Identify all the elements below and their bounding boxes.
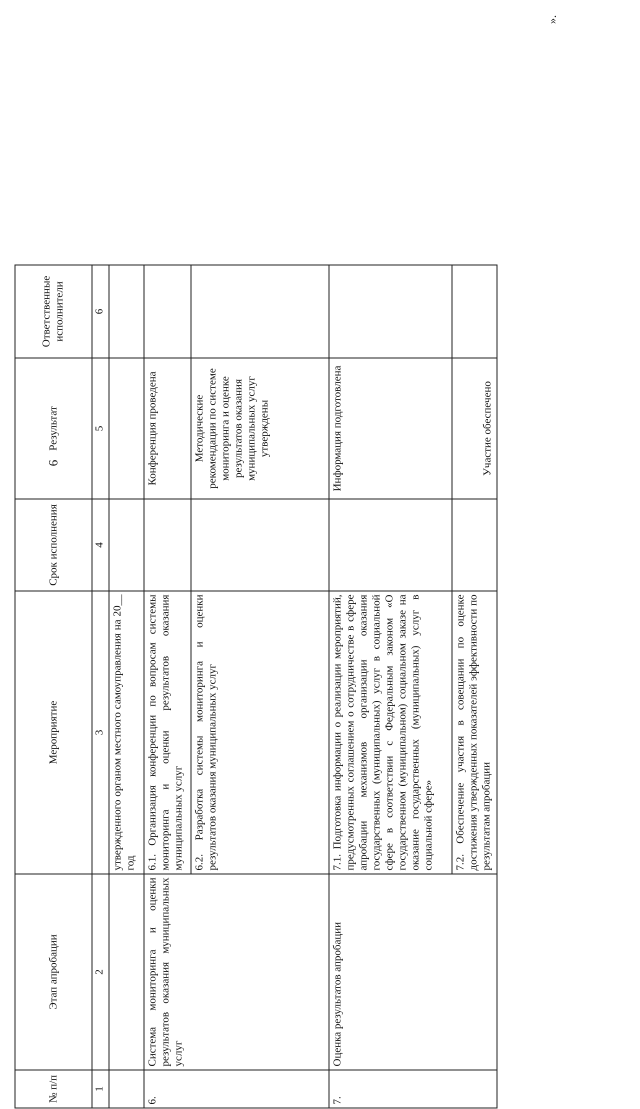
header-action: Мероприятие [15, 591, 92, 874]
column-number-row [92, 265, 109, 1108]
col-number: 3 [92, 591, 109, 874]
result-cell: Участие обеспечено [452, 358, 497, 499]
action-cell: 7.1. Подготовка информации о реализации мероприятий, предусмотренных соглашением о сотрудничестве в сфере апробации механизмов организации оказания государственных (муниципальных) услуг в социальной сфере в соответствии с Федеральным законом «О государственном (муниципальном) социальном заказе на оказание государственных (муниципальных) услуг в социальной сфере» [329, 591, 452, 874]
action-cell: 7.2. Обеспечение участия в совещании по оценке достижения утвержденных показателей эффективности по результатам апробации [452, 591, 497, 874]
action-cell: 6.2. Разработка системы мониторинга и оценки результатов оказания муниципальных услуг [191, 591, 329, 874]
rotated-table-block [15, 266, 505, 1109]
table-row [109, 265, 144, 1108]
row-number: 6. [144, 1070, 329, 1108]
corner-mark: ». [545, 15, 559, 24]
header-responsible: Ответственные исполнители [15, 265, 92, 358]
row-number: 7. [329, 1070, 497, 1108]
table-row [144, 265, 191, 1108]
header-stage: Этап апробации [15, 874, 92, 1070]
header-num: № п/п [15, 1070, 92, 1108]
stage-cell: Оценка результатов апробации [329, 874, 497, 1070]
header-result: Результат [15, 358, 92, 499]
col-number: 1 [92, 1070, 109, 1108]
col-number: 5 [92, 358, 109, 499]
col-number: 6 [92, 265, 109, 358]
result-cell: Методические рекомендации по системе мониторинга и оценке результатов оказания муниципальных услуг утверждены [191, 358, 329, 499]
action-cell: 6.1. Организация конференции по вопросам системы мониторинга и оценки результатов оказания муниципальных услуг [144, 591, 191, 874]
result-cell: Конференция проведена [144, 358, 191, 499]
table-row [329, 265, 452, 1108]
col-number: 4 [92, 499, 109, 591]
approbation-plan-table [15, 265, 498, 1109]
page-number: 6 [45, 459, 61, 467]
header-term: Срок исполнения [15, 499, 92, 591]
result-cell: Информация подготовлена [329, 358, 452, 499]
header-row [15, 265, 92, 1108]
stage-cell: Система мониторинга и оценки результатов оказания муниципальных услуг [144, 874, 329, 1070]
action-cell: утвержденного органом местного самоуправления на 20__ год [109, 591, 144, 874]
col-number: 2 [92, 874, 109, 1070]
